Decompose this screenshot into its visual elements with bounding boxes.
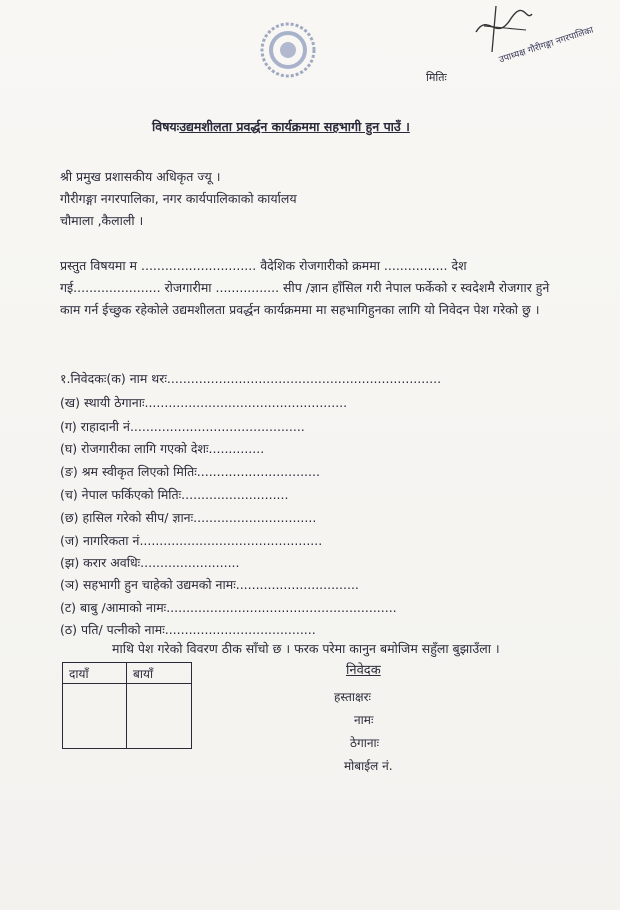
applicant-heading: निवेदक [346,663,381,678]
field-parent-name[interactable]: (ट) बाबु /आमाको नामः.......................................................... [60,600,397,615]
subject-text: उद्यमशीलता प्रवर्द्धन कार्यक्रममा सहभागी हुन पाउँ । [179,119,410,134]
thumbprint-table [62,662,192,749]
date-label: मितिः [426,71,447,84]
body-paragraph: प्रस्तुत विषयमा म ............................. वैदेशिक रोजगारीको क्रममा ................ देश गई...................... रोजगारीमा ................ सीप /ज्ञान हाँसिल गरी नेपाल फर्केको र स्वदेशमै रोजगार हुने काम गर्न ईच्छुक रहेकोले उद्यमशीलता प्रवर्द्धन कार्यक्रममा मा सहभागिहुनका लागि यो निवेदन पेश गरेको छु । [60,258,550,317]
applicant-address-label[interactable]: ठेगानाः [350,736,380,750]
field-return-date[interactable]: (च) नेपाल फर्किएको मितिः........................... [60,487,289,502]
addressee-line: श्री प्रमुख प्रशासकीय अधिकृत ज्यू । [60,169,221,184]
field-contract-period[interactable]: (झ) करार अवधिः......................... [60,555,240,570]
field-employment-country[interactable]: (घ) रोजगारीका लागि गएको देशः.............. [60,441,265,456]
field-enterprise-name[interactable]: (ञ) सहभागी हुन चाहेको उद्यमको नामः............................... [60,577,359,592]
left-thumb-header: बायाँ [127,663,192,684]
municipality-logo-icon [258,20,318,80]
declaration-text: माथि पेश गरेको विवरण ठीक साँचो छ । फरक परेमा कानुन बमोजिम सहुँला बुझाउँला । [112,641,500,656]
field-permanent-address[interactable]: (ख) स्थायी ठेगानाः................................................... [60,395,348,410]
field-skill-acquired[interactable]: (छ) हासिल गरेको सीप/ ज्ञानः............................... [60,510,317,525]
field-name[interactable]: १.निवेदकः(क) नाम थरः..................................................................... [60,371,442,386]
signature-label[interactable]: हस्ताक्षरः [334,690,371,704]
field-spouse-name[interactable]: (ठ) पति/ पत्नीको नामः...................................... [60,622,316,637]
subject-line [152,118,410,135]
right-thumb-box[interactable] [63,684,127,749]
location-line: चौमाला ,कैलाली । [60,213,144,228]
applicant-mobile-label[interactable]: मोबाईल नं. [344,759,393,773]
subject-label: विषयः [152,119,180,134]
field-passport-number[interactable]: (ग) राहादानी नं............................................ [60,419,305,434]
field-citizenship-number[interactable]: (ज) नागरिकता नं.............................................. [60,533,323,548]
office-line: गौरीगङ्गा नगरपालिका, नगर कार्यपालिकाको कार्यालय [60,191,297,206]
left-thumb-box[interactable] [127,684,192,749]
applicant-name-label[interactable]: नामः [354,713,374,727]
right-thumb-header: दायाँ [63,663,127,684]
field-labor-approval-date[interactable]: (ङ) श्रम स्वीकृत लिएको मितिः............................... [60,464,320,479]
official-stamp: उपाध्यक्ष गौरीगङ्गा नगरपालिका [498,25,595,66]
